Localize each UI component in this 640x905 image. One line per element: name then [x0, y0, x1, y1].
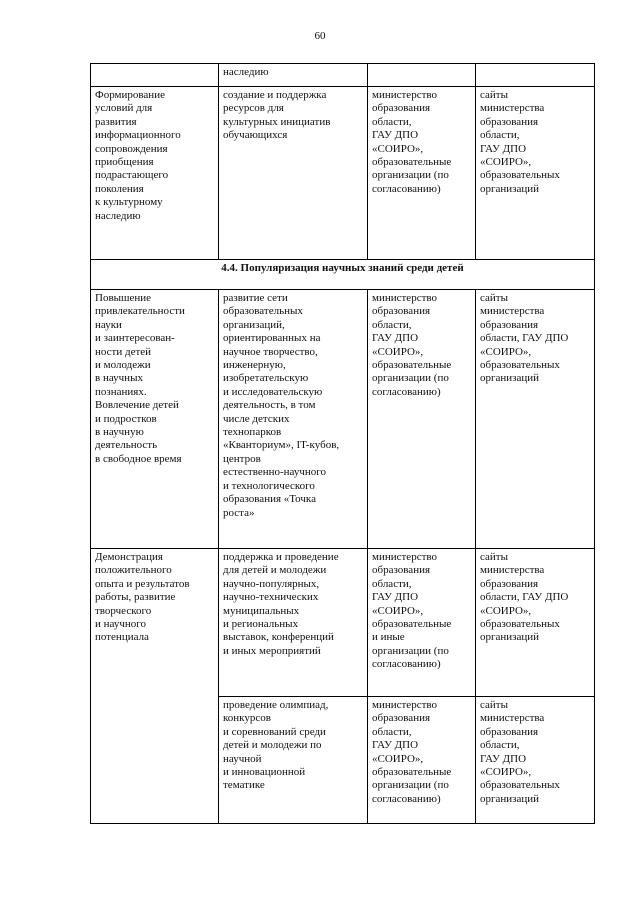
table-cell: Формирование условий для развития информационного сопровождения приобщения подрастающего поколения к культурному наследию [91, 87, 219, 260]
table-row [91, 290, 595, 549]
section-heading-row [91, 260, 595, 290]
section-heading: 4.4. Популяризация научных знаний среди детей [91, 260, 595, 290]
table-cell [368, 64, 476, 87]
table-cell: сайты министерства образования области, ГАУ ДПО «СОИРО», образовательных организаций [476, 87, 595, 260]
table-cell: развитие сети образовательных организаций, ориентированных на научное творчество, инженерную, изобретательскую и исследовательскую деятельность, в том числе детских технопарков «Кванториум», IT-кубов, центров естественно-научного и технологического образования «Точка роста» [219, 290, 368, 549]
table-cell: создание и поддержка ресурсов для культурных инициатив обучающихся [219, 87, 368, 260]
table-cell: министерство образования области, ГАУ ДПО «СОИРО», образовательные организации (по согласованию) [368, 87, 476, 260]
table-cell: Демонстрация положительного опыта и результатов работы, развитие творческого и научного потенциала [91, 549, 219, 824]
table-row [91, 87, 595, 260]
table-cell: проведение олимпиад, конкурсов и соревнований среди детей и молодежи по научной и инновационной тематике [219, 697, 368, 824]
table-cell [91, 64, 219, 87]
table-row [91, 549, 595, 697]
measures-table [90, 63, 595, 824]
table-cell: министерство образования области, ГАУ ДПО «СОИРО», образовательные организации (по согласованию) [368, 697, 476, 824]
table-row [91, 64, 595, 87]
page-number: 60 [314, 30, 326, 42]
table-cell: сайты министерства образования области, ГАУ ДПО «СОИРО», образовательных организаций [476, 549, 595, 697]
table-cell [476, 64, 595, 87]
table-cell: наследию [219, 64, 368, 87]
table-cell: министерство образования области, ГАУ ДПО «СОИРО», образовательные и иные организации (по согласованию) [368, 549, 476, 697]
table-cell: министерство образования области, ГАУ ДПО «СОИРО», образовательные организации (по согласованию) [368, 290, 476, 549]
table-cell: сайты министерства образования области, ГАУ ДПО «СОИРО», образовательных организаций [476, 290, 595, 549]
table-cell: Повышение привлекательности науки и заинтересован- ности детей и молодежи в научных познаниях. Вовлечение детей и подростков в научную деятельность в свободное время [91, 290, 219, 549]
table-cell: поддержка и проведение для детей и молодежи научно-популярных, научно-технических муниципальных и региональных выставок, конференций и иных мероприятий [219, 549, 368, 697]
table-cell: сайты министерства образования области, ГАУ ДПО «СОИРО», образовательных организаций [476, 697, 595, 824]
